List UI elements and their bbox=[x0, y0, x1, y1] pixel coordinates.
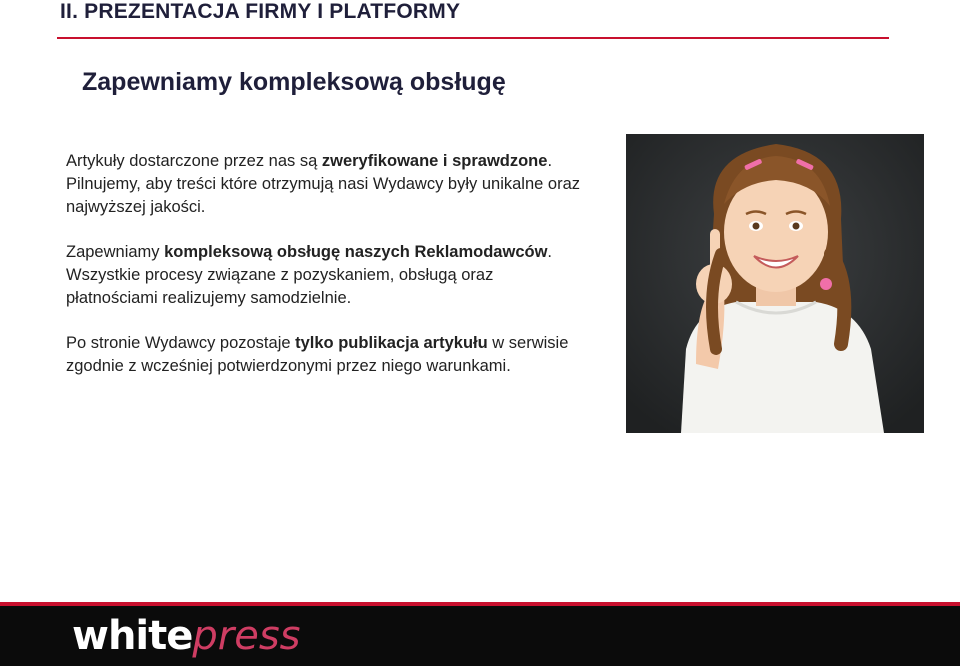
title-divider bbox=[57, 37, 889, 39]
paragraph-2-part-2: kompleksową obsługę naszych Reklamodawców bbox=[164, 243, 548, 261]
paragraph-2 bbox=[66, 241, 586, 310]
section-title: II. PREZENTACJA FIRMY I PLATFORMY bbox=[60, 0, 461, 23]
paragraph-3-part-2: tylko publikacja artykułu bbox=[295, 334, 488, 352]
logo-part-white: white bbox=[72, 613, 193, 659]
paragraph-3-part-1: Po stronie Wydawcy pozostaje bbox=[66, 334, 296, 352]
smiling-girl-pointing-photo bbox=[626, 134, 924, 433]
paragraph-1-part-1: Artykuły dostarczone przez nas są bbox=[66, 152, 322, 170]
paragraph-2-part-1: Zapewniamy bbox=[66, 243, 165, 261]
paragraph-1-part-2: zweryfikowane i sprawdzone bbox=[321, 152, 548, 170]
paragraph-1 bbox=[66, 150, 586, 219]
paragraph-2-part-3: . Wszystkie procesy związane z pozyskaniem, obsługą oraz płatnościami realizujemy samodzielnie. bbox=[66, 243, 553, 307]
paragraph-1-part-3: . Pilnujemy, aby treści które otrzymują nasi Wydawcy były unikalne oraz najwyższej jakości. bbox=[66, 152, 580, 216]
paragraph-3-part-3: w serwisie zgodnie z wcześniej potwierdzonymi przez niego warunkami. bbox=[66, 334, 569, 375]
logo-part-press: press bbox=[192, 613, 301, 659]
paragraph-3 bbox=[66, 332, 586, 378]
slide-heading: Zapewniamy kompleksową obsługę bbox=[82, 68, 506, 96]
photo-illustration bbox=[626, 134, 924, 433]
whitepress-logo bbox=[72, 611, 301, 661]
body-text bbox=[66, 150, 586, 400]
